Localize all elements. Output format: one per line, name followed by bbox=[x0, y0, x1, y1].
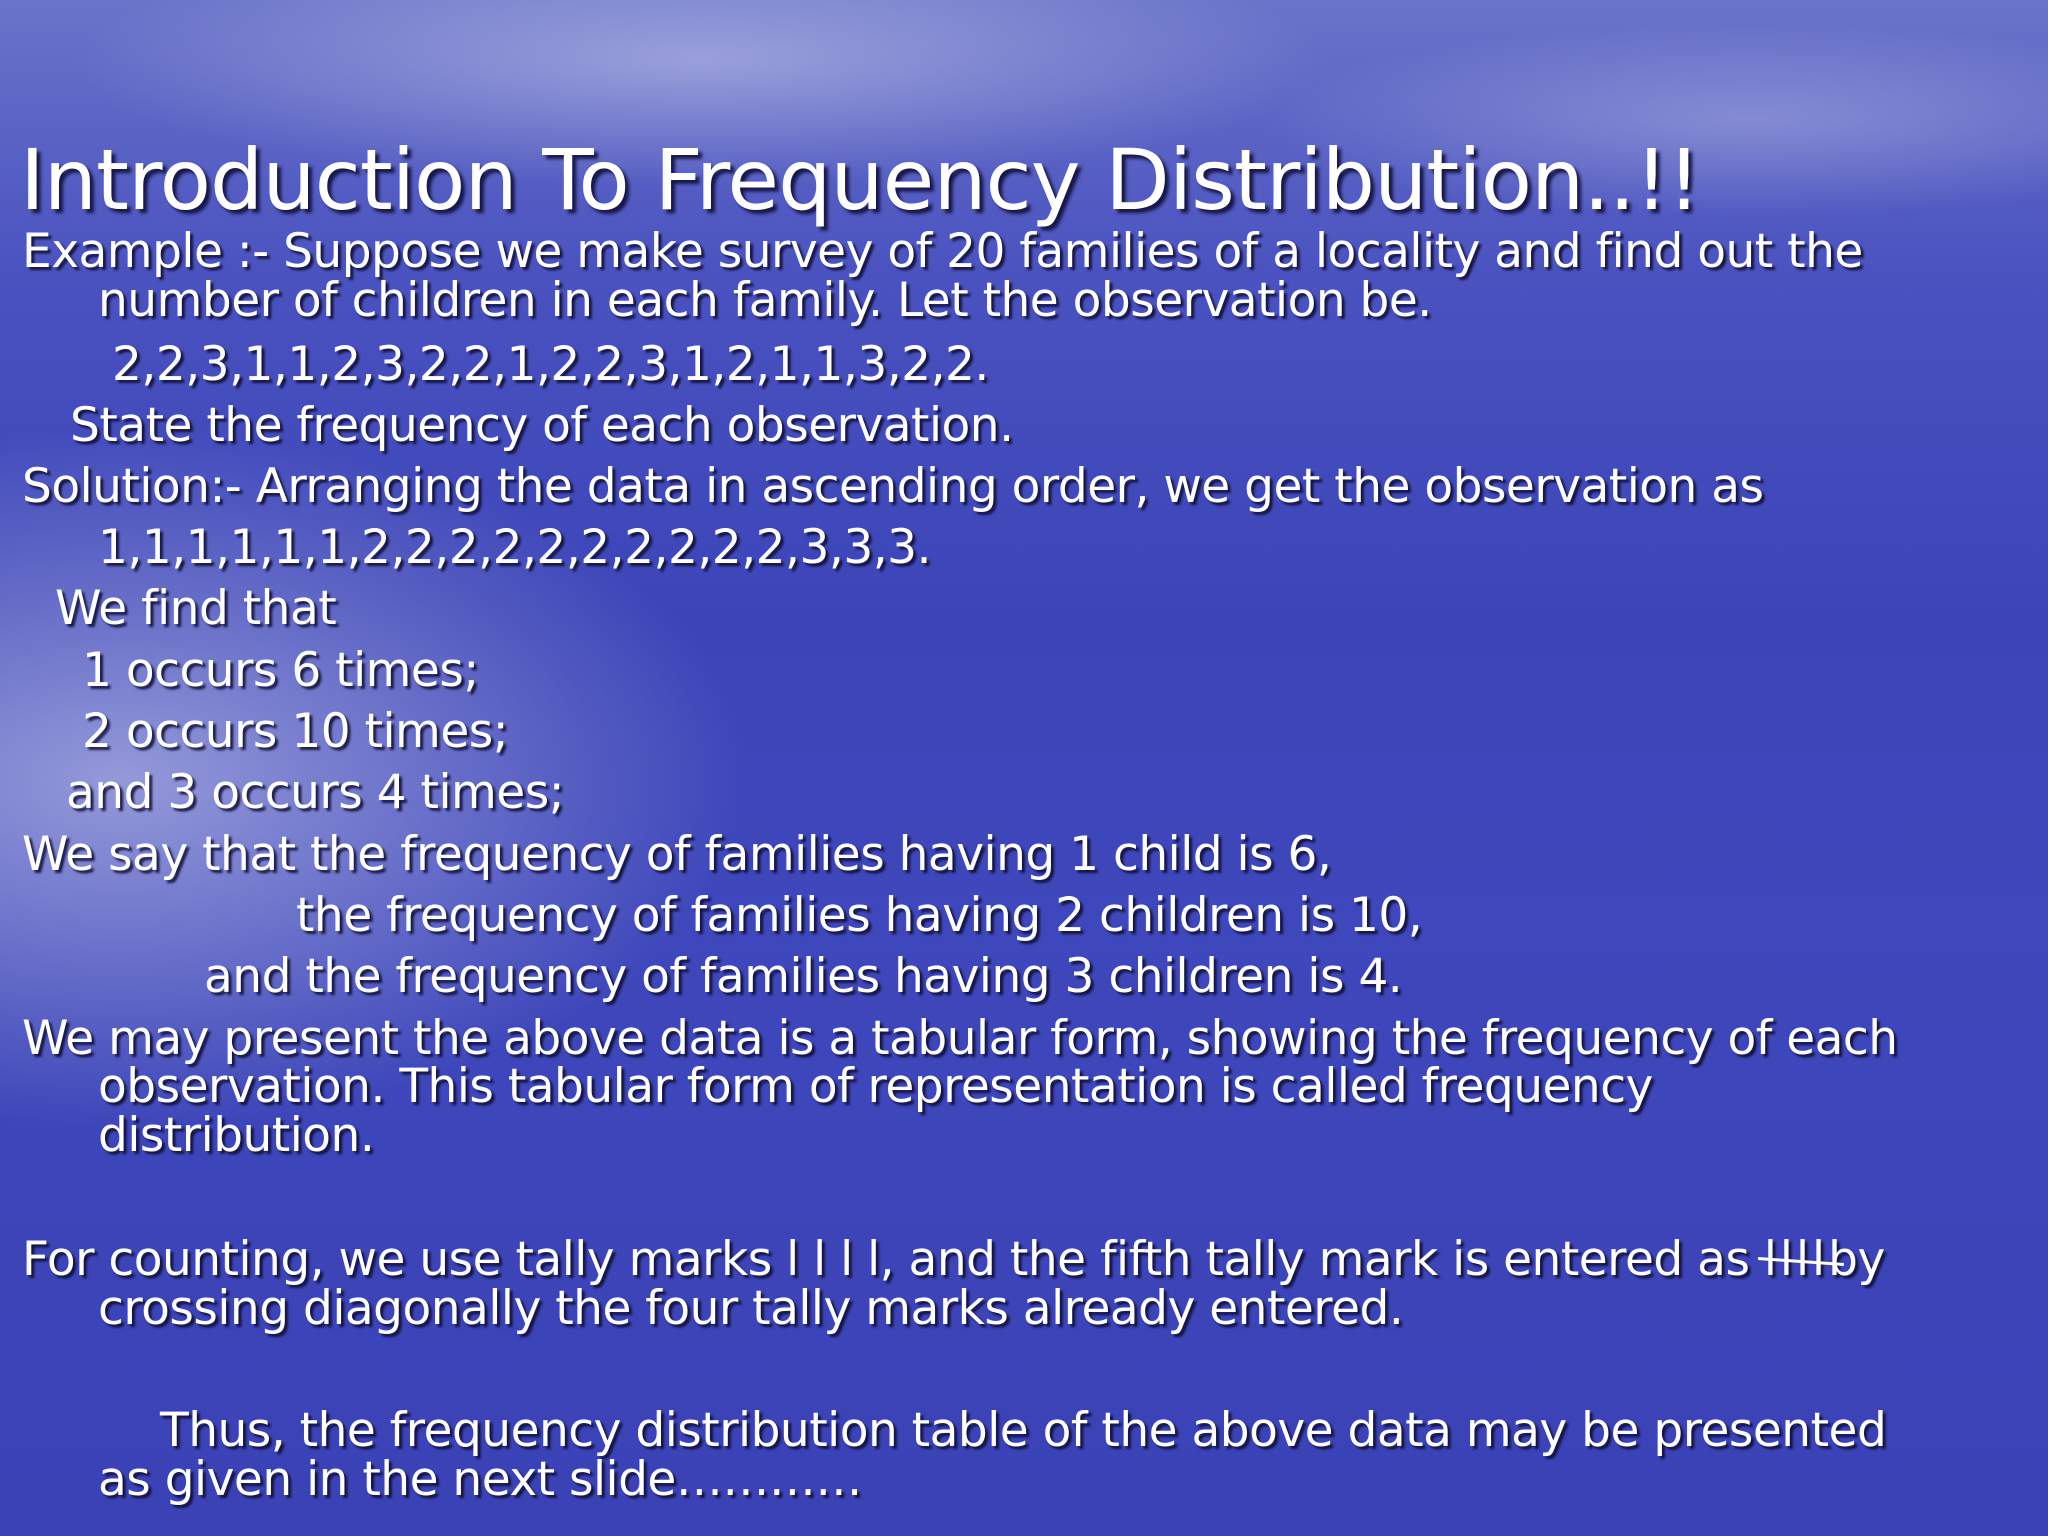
tally-text-a: For counting, we use tally marks l l l l, and the fifth tally mark is entered as bbox=[22, 1232, 1764, 1287]
say-line-3: and the frequency of families having 3 children is 4. bbox=[204, 949, 1403, 1004]
occurs-line-3: and 3 occurs 4 times; bbox=[66, 765, 565, 820]
thus-line-1: Thus, the frequency distribution table of the above data may be presented bbox=[160, 1403, 1887, 1458]
sorted-data: 1,1,1,1,1,1,2,2,2,2,2,2,2,2,2,2,3,3,3. bbox=[98, 520, 932, 575]
slide-title: Introduction To Frequency Distribution..!! bbox=[20, 131, 1700, 229]
occurs-line-2: 2 occurs 10 times; bbox=[82, 704, 509, 759]
present-line-2: observation. This tabular form of representation is called frequency bbox=[98, 1059, 1653, 1114]
present-line-3: distribution. bbox=[98, 1108, 375, 1163]
state-line: State the frequency of each observation. bbox=[70, 398, 1014, 453]
solution-line-1: Solution:- Arranging the data in ascending order, we get the observation as bbox=[22, 459, 1764, 514]
say-line-2: the frequency of families having 2 children is 10, bbox=[296, 888, 1423, 943]
example-line-2: number of children in each family. Let the observation be. bbox=[98, 273, 1432, 328]
present-line-1: We may present the above data is a tabular form, showing the frequency of each bbox=[22, 1011, 1898, 1066]
tally-line-2: crossing diagonally the four tally marks already entered. bbox=[98, 1281, 1404, 1336]
example-line-1: Example :- Suppose we make survey of 20 families of a locality and find out the bbox=[22, 224, 1863, 279]
tally-five-mark: llll bbox=[1763, 1232, 1829, 1287]
thus-line-2: as given in the next slide………… bbox=[98, 1452, 862, 1507]
observation-data: 2,2,3,1,1,2,3,2,2,1,2,2,3,1,2,1,1,3,2,2. bbox=[112, 337, 989, 392]
occurs-line-1: 1 occurs 6 times; bbox=[82, 643, 479, 698]
tally-line-1 bbox=[22, 1232, 1885, 1287]
tally-text-b: by bbox=[1828, 1232, 1885, 1287]
find-line: We find that bbox=[55, 581, 337, 636]
say-line-1: We say that the frequency of families having 1 child is 6, bbox=[22, 827, 1332, 882]
